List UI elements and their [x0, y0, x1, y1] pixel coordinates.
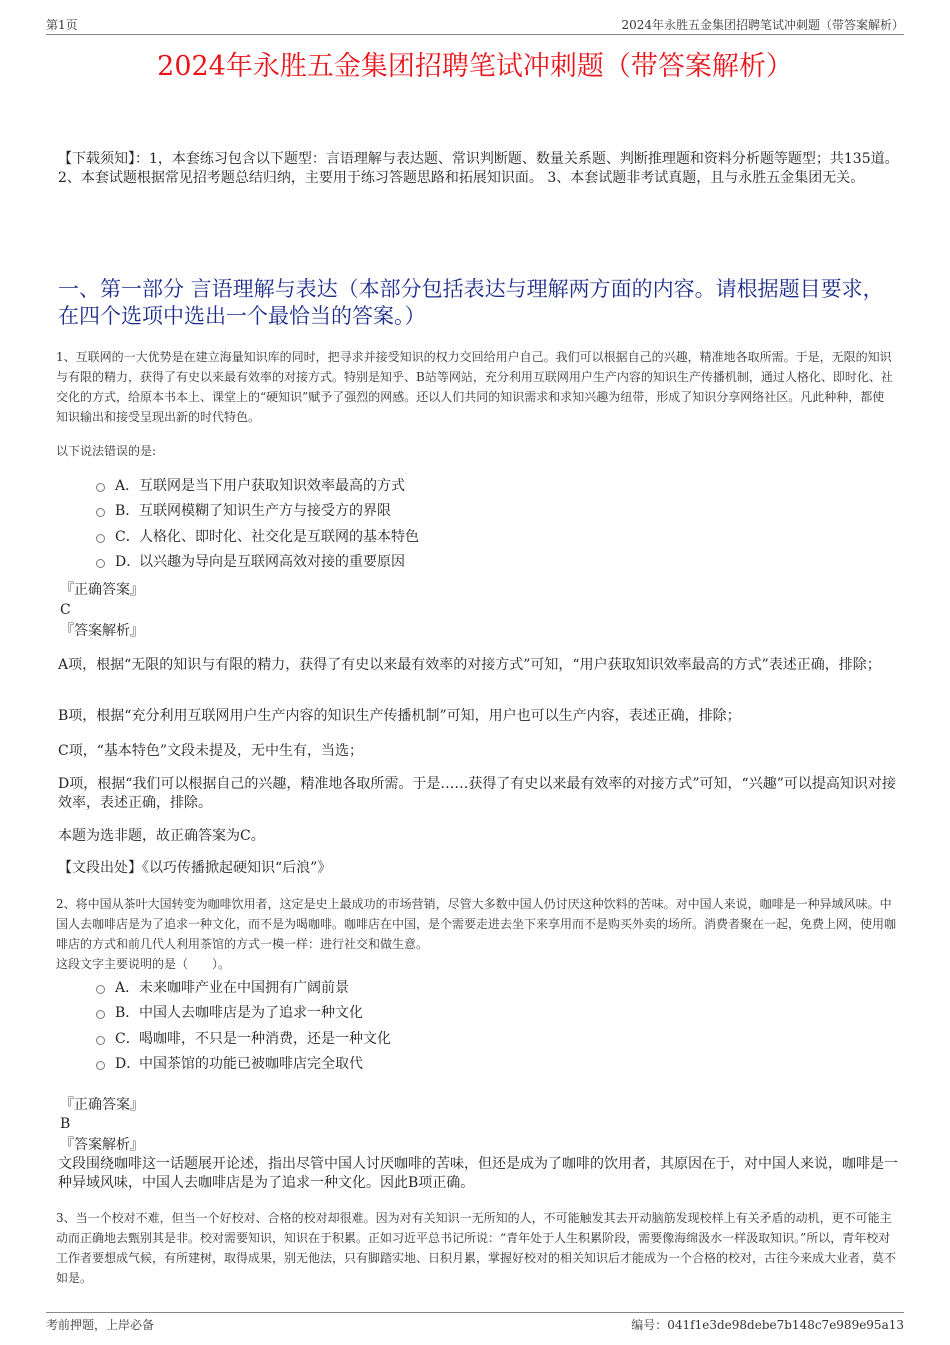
option-b[interactable]: B． 互联网模糊了知识生产方与接受方的界限 [96, 498, 796, 524]
answer-value: B [60, 1116, 71, 1132]
document-code: 编号：041f1e3de98debe7b148c7e989e95a13 [631, 1318, 904, 1332]
document-title: 2024年永胜五金集团招聘笔试冲刺题（带答案解析） [157, 51, 793, 82]
question-2-options [96, 974, 796, 1076]
option-d[interactable]: D． 以兴趣为导向是互联网高效对接的重要原因 [96, 549, 796, 575]
radio-icon[interactable] [96, 1036, 105, 1045]
question-1-prompt: 以下说法错误的是: [56, 444, 157, 458]
section-heading: 一、第一部分 言语理解与表达（本部分包括表达与理解两方面的内容。请根据题目要求，在四个选项中选出一个最恰当的答案。） [58, 277, 884, 328]
question-3-stem: 3、当一个校对不难，但当一个好校对、合格的校对却很难。因为对有关知识一无所知的人，不可能触发其去开动脑筋发现校样上有关矛盾的动机，更不可能主动而正确地去甄别其是非。校对需要知识，知识在于积累。正如习近平总书记所说：“青年处于人生积累阶段，需要像海绵汲水一样汲取知识。”所以，青年校对工作者要想成气候，有所建树，取得成果，别无他法，只有脚踏实地、日积月累，掌握好校对的相关知识后才能成为一个合格的校对，古往今来成大业者，莫不如是。 [56, 1211, 897, 1285]
radio-icon[interactable] [96, 483, 105, 492]
option-c[interactable]: C． 喝咖啡，不只是一种消费，还是一种文化 [96, 1025, 796, 1051]
option-a[interactable]: A． 互联网是当下用户获取知识效率最高的方式 [96, 472, 796, 498]
running-title: 2024年永胜五金集团招聘笔试冲刺题（带答案解析） [621, 18, 904, 32]
radio-icon[interactable] [96, 534, 105, 543]
analysis-text: 文段围绕咖啡这一话题展开论述，指出尽管中国人讨厌咖啡的苦味，但还是成为了咖啡的饮用者，其原因在于，对中国人来说，咖啡是一种异域风味，中国人去咖啡店是为了追求一种文化。因此B项正确。 [58, 1156, 898, 1191]
radio-icon[interactable] [96, 1010, 105, 1019]
analysis-d: D项，根据“我们可以根据自己的兴趣，精准地各取所需。于是……获得了有史以来最有效率的对接方式”可知，“兴趣”可以提高知识对接效率，表述正确，排除。 [58, 776, 896, 811]
question-2-prompt: 这段文字主要说明的是（ ）。 [56, 957, 231, 971]
option-b[interactable]: B． 中国人去咖啡店是为了追求一种文化 [96, 1000, 796, 1026]
page-footer [46, 1312, 904, 1335]
page-number: 第1页 [46, 18, 78, 32]
radio-icon[interactable] [96, 559, 105, 568]
option-c[interactable]: C． 人格化、即时化、社交化是互联网的基本特色 [96, 523, 796, 549]
question-1-options [96, 472, 796, 574]
analysis-a: A项，根据“无限的知识与有限的精力，获得了有史以来最有效率的对接方式”可知，“用户获取知识效率最高的方式”表述正确，排除； [58, 657, 881, 673]
source-note: 【文段出处】《以巧传播掀起硬知识“后浪”》 [58, 860, 332, 876]
analysis-conclusion: 本题为选非题，故正确答案为C。 [58, 828, 265, 844]
answer-label: 『正确答案』 [60, 582, 144, 598]
option-a[interactable]: A． 未来咖啡产业在中国拥有广阔前景 [96, 974, 796, 1000]
question-1-stem: 1、互联网的一大优势是在建立海量知识库的同时，把寻求并接受知识的权力交回给用户自己。我们可以根据自己的兴趣，精准地各取所需。于是，无限的知识与有限的精力，获得了有史以来最有效率的对接方式。特别是知乎、B站等网站，充分利用互联网用户生产内容的知识生产传播机制，通过人格化、即时化、社交化的方式，给原本书本上、课堂上的“硬知识”赋予了强烈的网感。还以人们共同的知识需求和求知兴趣为纽带，形成了知识分享网络社区。凡此种种，都使知识输出和接受呈现出新的时代特色。 [56, 350, 893, 424]
download-notice: 【下载须知】：1，本套练习包含以下题型：言语理解与表达题、常识判断题、数量关系题、判断推理题和资料分析题等题型；共135道。 2、本套试题根据常见招考题总结归纳，主要用于练习答题思路和拓展知识面。 3、本套试题非考试真题，且与永胜五金集团无关。 [58, 151, 899, 186]
footer-slogan: 考前押题，上岸必备 [46, 1318, 155, 1332]
option-d[interactable]: D． 中国茶馆的功能已被咖啡店完全取代 [96, 1051, 796, 1077]
analysis-c: C项，“基本特色”文段未提及，无中生有，当选； [58, 743, 364, 759]
radio-icon[interactable] [96, 508, 105, 517]
answer-label: 『正确答案』 [60, 1097, 144, 1113]
analysis-label: 『答案解析』 [60, 1137, 144, 1153]
radio-icon[interactable] [96, 1061, 105, 1070]
question-2-stem: 2、将中国从茶叶大国转变为咖啡饮用者，这定是史上最成功的市场营销，尽管大多数中国人仍讨厌这种饮料的苦味。对中国人来说，咖啡是一种异域风味。中国人去咖啡店是为了追求一种文化，而不是为喝咖啡。咖啡店在中国，是个需要走进去坐下来享用而不是购买外卖的场所。消费者聚在一起，免费上网，使用咖啡店的方式和前几代人利用茶馆的方式一模一样：进行社交和做生意。 [56, 897, 897, 951]
analysis-b: B项，根据“充分利用互联网用户生产内容的知识生产传播机制”可知，用户也可以生产内容，表述正确，排除； [58, 708, 741, 724]
page-header [46, 14, 904, 35]
radio-icon[interactable] [96, 985, 105, 994]
analysis-label: 『答案解析』 [60, 623, 144, 639]
answer-value: C [60, 602, 71, 618]
